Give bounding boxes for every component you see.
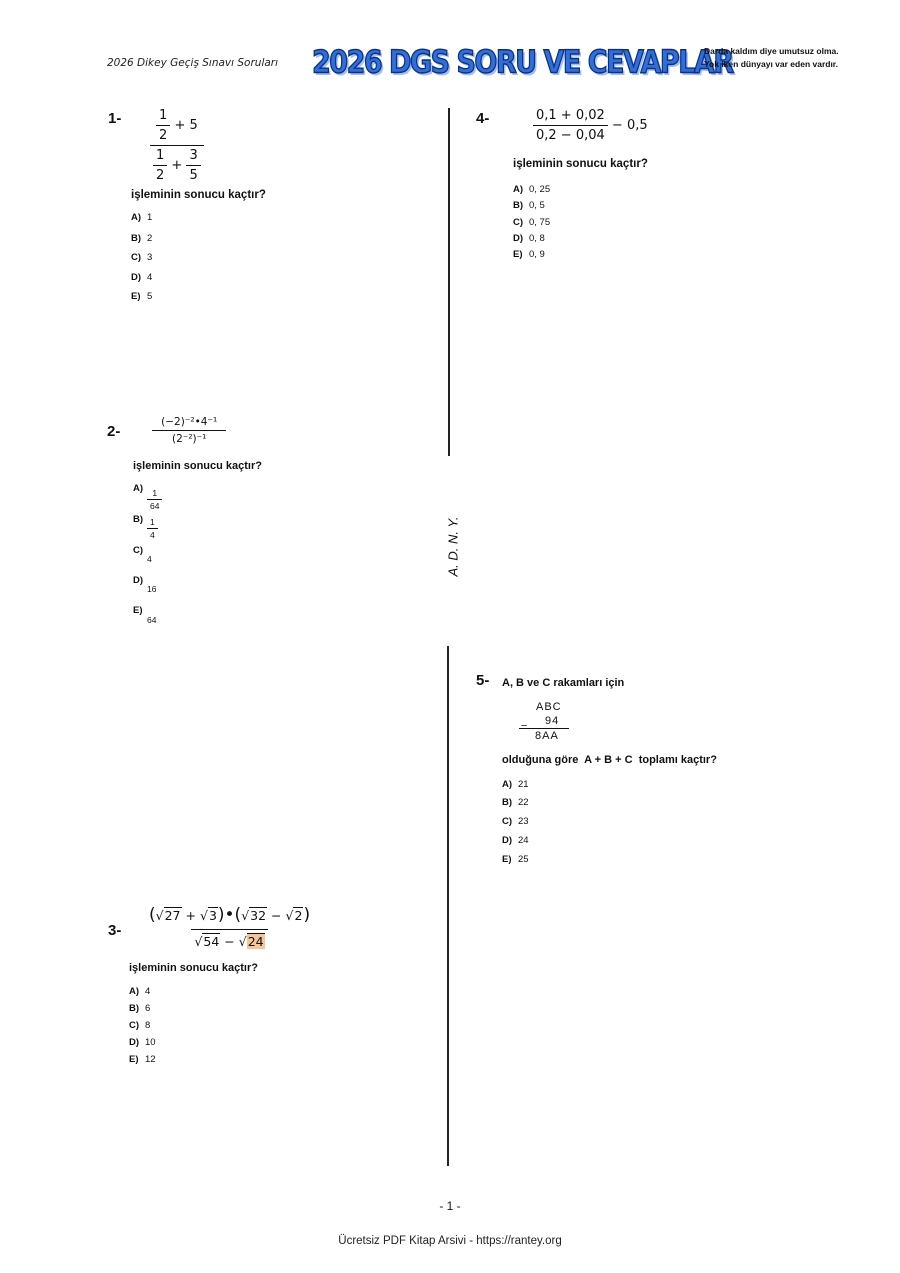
answer-option[interactable] bbox=[131, 212, 152, 223]
answer-option[interactable] bbox=[131, 291, 152, 302]
question-prompt: işleminin sonucu kaçtır? bbox=[131, 189, 266, 201]
option-value: 5 bbox=[147, 291, 153, 302]
paren: ) bbox=[303, 905, 311, 925]
option-label: E) bbox=[513, 249, 523, 260]
option-label: B) bbox=[502, 797, 513, 808]
answer-option[interactable] bbox=[502, 835, 529, 846]
answer-option[interactable] bbox=[513, 217, 550, 228]
expr-numerator: 0,1 + 0,02 bbox=[536, 108, 605, 123]
answer-option[interactable] bbox=[131, 233, 152, 244]
question-intro: A, B ve C rakamları için bbox=[502, 677, 625, 689]
subtraction-line3: 8AA bbox=[519, 728, 569, 743]
question-prompt: işleminin sonucu kaçtır? bbox=[133, 460, 262, 472]
expr-term: 5 bbox=[186, 165, 200, 183]
option-label: B) bbox=[133, 514, 144, 525]
option-label: B) bbox=[131, 233, 142, 244]
radicand: 3 bbox=[208, 908, 217, 923]
question-number: 2- bbox=[107, 423, 121, 440]
subtraction-minus: − bbox=[521, 720, 528, 732]
option-value: 12 bbox=[145, 1054, 156, 1065]
option-label: B) bbox=[513, 200, 524, 211]
header-quote bbox=[704, 45, 839, 71]
footer-source: Ücretsiz PDF Kitap Arsivi - https://rantey.org bbox=[338, 1235, 562, 1247]
question-prompt: işleminin sonucu kaçtır? bbox=[513, 158, 648, 170]
option-value: 22 bbox=[518, 797, 529, 808]
column-divider-top bbox=[448, 108, 450, 456]
answer-option[interactable] bbox=[513, 184, 550, 195]
option-fraction-denominator: 4 bbox=[147, 528, 158, 540]
page-number: - 1 - bbox=[439, 1199, 461, 1213]
option-value: 0, 8 bbox=[529, 233, 545, 244]
option-value: 64 bbox=[147, 615, 157, 625]
option-value: 8 bbox=[145, 1020, 151, 1031]
option-value: 25 bbox=[518, 854, 529, 865]
question-expression bbox=[150, 108, 204, 183]
option-value: 0, 25 bbox=[529, 184, 551, 195]
question-prompt: işleminin sonucu kaçtır? bbox=[129, 962, 258, 974]
option-value: 2 bbox=[147, 233, 153, 244]
option-value: 16 bbox=[147, 584, 157, 594]
expr-term: 1 bbox=[156, 148, 165, 163]
option-fraction bbox=[147, 488, 162, 511]
option-label: C) bbox=[502, 816, 513, 827]
subtraction-line1: ABC bbox=[536, 701, 562, 713]
option-label: C) bbox=[513, 217, 524, 228]
option-fraction-numerator: 1 bbox=[152, 488, 158, 498]
column-divider-bottom bbox=[447, 646, 449, 1166]
operator: + bbox=[185, 908, 196, 923]
expr-term: 1 bbox=[159, 108, 168, 123]
option-label: D) bbox=[131, 272, 142, 283]
option-label: E) bbox=[502, 854, 512, 865]
option-fraction bbox=[147, 517, 158, 540]
expr-term: − 0,5 bbox=[611, 118, 648, 133]
expr-term: 3 bbox=[189, 148, 198, 163]
side-note bbox=[443, 504, 463, 594]
option-fraction-numerator: 1 bbox=[150, 517, 155, 527]
answer-option[interactable] bbox=[513, 233, 545, 244]
subtraction-line2: 94 bbox=[545, 715, 560, 727]
question-expression: $\frac{(√27 + √3)•(√32 - √2)}{√54 - √24}$ bbox=[149, 905, 311, 949]
side-note-text: A. D. N. Y. bbox=[445, 516, 461, 577]
question-number: 1- bbox=[108, 110, 122, 127]
operator: − bbox=[271, 908, 282, 923]
answer-option[interactable] bbox=[131, 252, 152, 263]
option-value: 4 bbox=[145, 986, 151, 997]
option-fraction-denominator: 64 bbox=[147, 499, 162, 511]
option-label: A) bbox=[129, 986, 140, 997]
header-quote-line1: Darda kaldım diye umutsuz olma. bbox=[704, 46, 839, 56]
answer-option[interactable] bbox=[513, 200, 545, 211]
option-value: 4 bbox=[147, 554, 152, 564]
question-expression bbox=[152, 416, 226, 445]
answer-option[interactable] bbox=[502, 779, 529, 790]
option-label: D) bbox=[513, 233, 524, 244]
answer-option[interactable] bbox=[513, 249, 545, 260]
option-label: C) bbox=[131, 252, 142, 263]
answer-option[interactable] bbox=[502, 797, 529, 808]
answer-option[interactable] bbox=[129, 986, 150, 997]
answer-option[interactable] bbox=[129, 1054, 156, 1065]
question-number: 3- bbox=[108, 922, 122, 939]
answer-option[interactable] bbox=[129, 1020, 150, 1031]
question-prompt: olduğuna göre A + B + C toplamı kaçtır? bbox=[502, 754, 717, 766]
subtraction-expression bbox=[519, 700, 569, 743]
option-value: 6 bbox=[145, 1003, 151, 1014]
answer-option[interactable] bbox=[502, 816, 529, 827]
answer-option[interactable] bbox=[129, 1003, 150, 1014]
option-label: C) bbox=[129, 1020, 140, 1031]
option-label: A) bbox=[502, 779, 513, 790]
radicand: 54 bbox=[203, 934, 220, 949]
expr-term: 2 bbox=[153, 165, 167, 183]
option-label: E) bbox=[129, 1054, 139, 1065]
radicand: 32 bbox=[250, 908, 267, 923]
option-label: B) bbox=[129, 1003, 140, 1014]
header-left-title: 2026 Dikey Geçiş Sınavı Soruları bbox=[107, 57, 279, 69]
radicand: 27 bbox=[164, 908, 181, 923]
option-label: C) bbox=[133, 545, 144, 556]
option-label: E) bbox=[131, 291, 141, 302]
expr-numerator: (−2)⁻²•4⁻¹ bbox=[161, 416, 218, 428]
radicand: 24 bbox=[247, 934, 264, 949]
paren: ( bbox=[149, 905, 156, 925]
header-quote-line2: Yok iken dünyayı var eden vardır. bbox=[704, 59, 839, 69]
question-expression bbox=[533, 108, 648, 143]
option-value: 21 bbox=[518, 779, 529, 790]
answer-option[interactable] bbox=[131, 272, 152, 283]
expr-term: 2 bbox=[156, 125, 170, 143]
option-label: D) bbox=[133, 575, 144, 586]
expr-denominator: 0,2 − 0,04 bbox=[533, 125, 608, 143]
option-value: 0, 9 bbox=[529, 249, 545, 260]
paren: )•( bbox=[217, 905, 242, 925]
operator: − bbox=[224, 934, 235, 949]
question-number: 5- bbox=[476, 672, 490, 689]
option-value: 1 bbox=[147, 212, 153, 223]
option-value: 23 bbox=[518, 816, 529, 827]
expr-denominator: (2⁻²)⁻¹ bbox=[152, 430, 226, 445]
option-label: A) bbox=[133, 483, 144, 494]
question-number: 4- bbox=[476, 110, 490, 127]
option-label: A) bbox=[513, 184, 524, 195]
option-value: 24 bbox=[518, 835, 529, 846]
answer-option[interactable] bbox=[502, 854, 529, 865]
option-value: 10 bbox=[145, 1037, 156, 1048]
expr-term: + bbox=[171, 158, 183, 173]
expr-term: + 5 bbox=[174, 118, 198, 133]
option-label: E) bbox=[133, 605, 143, 616]
radicand: 2 bbox=[294, 908, 303, 923]
option-value: 0, 75 bbox=[529, 217, 551, 228]
option-label: A) bbox=[131, 212, 142, 223]
option-value: 4 bbox=[147, 272, 153, 283]
option-value: 0, 5 bbox=[529, 200, 545, 211]
option-value: 3 bbox=[147, 252, 153, 263]
header-banner-logo: 2026 DGS SORU VE CEVAPLAR bbox=[312, 45, 733, 81]
option-label: D) bbox=[129, 1037, 140, 1048]
answer-option[interactable] bbox=[129, 1037, 156, 1048]
option-label: D) bbox=[502, 835, 513, 846]
